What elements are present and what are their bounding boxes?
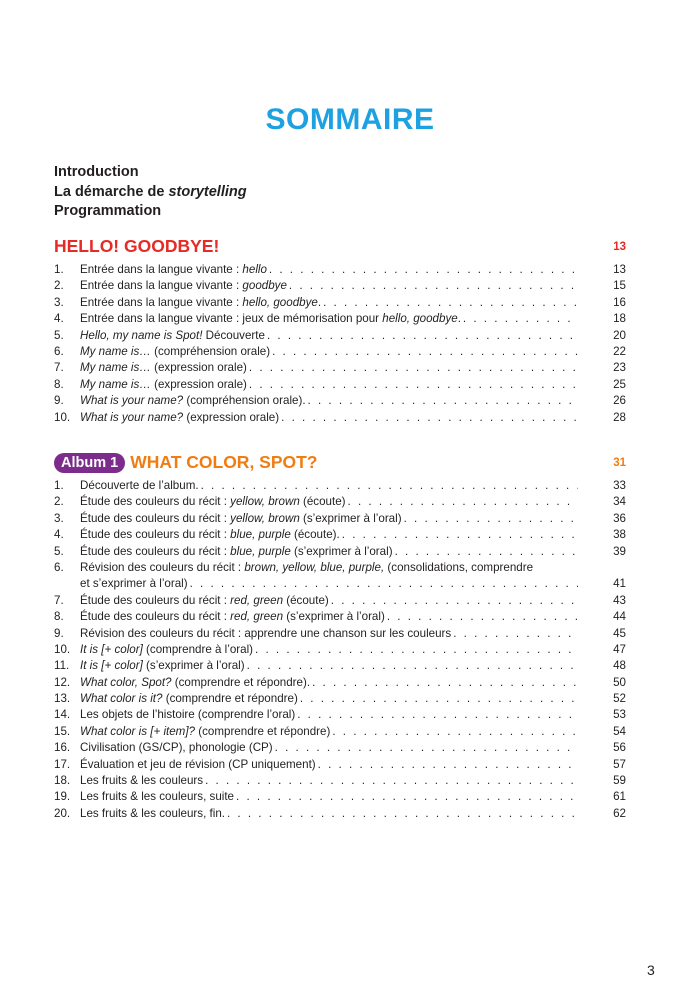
entry-page: 34 xyxy=(613,495,626,509)
leader-dots xyxy=(272,344,578,360)
toc-entry xyxy=(54,311,626,327)
leader-dots xyxy=(318,757,578,773)
entry-number: 1. xyxy=(54,479,64,492)
toc-entry xyxy=(54,593,626,609)
toc-entry xyxy=(54,393,626,409)
toc-entry xyxy=(54,707,626,723)
toc-entry xyxy=(54,328,626,344)
leader-dots xyxy=(332,724,578,740)
entry-number: 3. xyxy=(54,295,64,309)
leader-dots xyxy=(236,789,578,805)
entry-title: My name is… (expression orale) xyxy=(80,377,247,391)
toc-list-album-1 xyxy=(54,478,626,822)
entry-page: 62 xyxy=(613,806,626,820)
entry-title: Étude des couleurs du récit : yellow, brown (écoute) xyxy=(80,495,346,509)
entry-number: 2. xyxy=(54,279,64,293)
entry-page: 23 xyxy=(613,361,626,375)
section-title: Album 1 WHAT COLOR, SPOT? xyxy=(54,452,318,473)
entry-page: 36 xyxy=(613,511,626,525)
intro-block xyxy=(54,163,247,222)
leader-dots xyxy=(308,393,578,409)
page-title: SOMMAIRE xyxy=(265,103,435,136)
section-page: 31 xyxy=(613,457,626,469)
entry-number: 1. xyxy=(54,263,64,276)
entry-number: 7. xyxy=(54,593,64,607)
leader-dots xyxy=(249,377,578,393)
toc-entry xyxy=(54,262,626,278)
entry-title: What color is [+ item]? (comprendre et répondre) xyxy=(80,724,331,738)
entry-number: 15. xyxy=(54,724,71,738)
leader-dots xyxy=(348,494,578,510)
entry-title: It is [+ color] (comprendre à l’oral) xyxy=(80,642,254,656)
leader-dots xyxy=(463,311,578,327)
entry-title: Étude des couleurs du récit : red, green (écoute) xyxy=(80,593,329,607)
toc-entry xyxy=(54,626,626,642)
entry-page: 18 xyxy=(613,312,626,326)
entry-page: 57 xyxy=(613,757,626,771)
entry-page: 15 xyxy=(613,279,626,293)
toc-entry xyxy=(54,511,626,527)
leader-dots xyxy=(342,527,578,543)
entry-number: 4. xyxy=(54,312,64,326)
entry-page: 13 xyxy=(613,262,626,276)
leader-dots xyxy=(190,576,578,592)
entry-title: Les fruits & les couleurs, fin. xyxy=(80,806,225,820)
entry-title: What color, Spot? (comprendre et répondre). xyxy=(80,675,311,689)
leader-dots xyxy=(323,295,578,311)
entry-page: 22 xyxy=(613,344,626,358)
entry-title: What is your name? (expression orale) xyxy=(80,410,280,424)
entry-number: 10. xyxy=(54,410,71,424)
toc-entry xyxy=(54,478,626,494)
entry-page: 54 xyxy=(613,724,626,738)
section-heading-album-1 xyxy=(54,452,626,476)
toc-list-hello-goodbye xyxy=(54,262,626,426)
toc-entry xyxy=(54,410,626,426)
entry-number: 12. xyxy=(54,675,71,689)
entry-title: Entrée dans la langue vivante : jeux de mémorisation pour hello, goodbye. xyxy=(80,312,461,326)
entry-title: What color is it? (comprendre et répondre) xyxy=(80,692,298,706)
intro-line: Introduction xyxy=(54,164,139,180)
entry-page: 50 xyxy=(613,675,626,689)
leader-dots xyxy=(205,773,578,789)
entry-title: My name is… (compréhension orale) xyxy=(80,344,271,358)
entry-title: Étude des couleurs du récit : blue, purple (s’exprimer à l’oral) xyxy=(80,544,393,558)
entry-title: Les fruits & les couleurs xyxy=(80,774,204,788)
entry-number: 19. xyxy=(54,790,71,804)
toc-entry xyxy=(54,609,626,625)
entry-number: 6. xyxy=(54,344,64,358)
toc-entry xyxy=(54,344,626,360)
entry-number: 7. xyxy=(54,361,64,375)
entry-page: 26 xyxy=(613,394,626,408)
entry-title: Révision des couleurs du récit : apprendre une chanson sur les couleurs xyxy=(80,626,452,640)
leader-dots xyxy=(300,691,578,707)
toc-entry xyxy=(54,544,626,560)
toc-entry xyxy=(54,642,626,658)
entry-title: Évaluation et jeu de révision (CP uniquement) xyxy=(80,757,316,771)
leader-dots xyxy=(269,262,578,278)
page-number: 3 xyxy=(647,962,655,978)
toc-entry xyxy=(54,360,626,376)
leader-dots xyxy=(247,658,578,674)
leader-dots xyxy=(331,593,578,609)
toc-entry xyxy=(54,724,626,740)
entry-number: 8. xyxy=(54,377,64,391)
entry-page: 45 xyxy=(613,626,626,640)
entry-title: Étude des couleurs du récit : red, green (s’exprimer à l’oral) xyxy=(80,610,385,624)
toc-entry xyxy=(54,691,626,707)
entry-number: 18. xyxy=(54,774,71,788)
toc-entry xyxy=(54,560,626,593)
entry-number: 4. xyxy=(54,528,64,542)
entry-number: 9. xyxy=(54,394,64,408)
toc-entry xyxy=(54,675,626,691)
entry-title: Étude des couleurs du récit : blue, purple (écoute). xyxy=(80,528,340,542)
leader-dots xyxy=(312,675,578,691)
leader-dots xyxy=(289,278,578,294)
entry-number: 14. xyxy=(54,708,71,722)
entry-title: Les fruits & les couleurs, suite xyxy=(80,790,235,804)
leader-dots xyxy=(297,707,578,723)
entry-number: 5. xyxy=(54,544,64,558)
toc-entry xyxy=(54,658,626,674)
toc-entry xyxy=(54,789,626,805)
entry-number: 20. xyxy=(54,806,71,820)
entry-title: Hello, my name is Spot! Découverte xyxy=(80,328,265,342)
entry-title: My name is… (expression orale) xyxy=(80,361,247,375)
leader-dots xyxy=(227,806,578,822)
entry-page: 61 xyxy=(613,790,626,804)
section-page: 13 xyxy=(613,241,626,253)
entry-number: 10. xyxy=(54,642,71,656)
entry-page: 53 xyxy=(613,708,626,722)
leader-dots xyxy=(395,544,578,560)
toc-entry xyxy=(54,278,626,294)
entry-number: 17. xyxy=(54,757,71,771)
toc-entry xyxy=(54,773,626,789)
entry-title: Découverte de l’album. xyxy=(80,478,199,492)
entry-number: 3. xyxy=(54,511,64,525)
entry-number: 9. xyxy=(54,626,64,640)
entry-title: Révision des couleurs du récit : brown, yellow, blue, purple, (consolidations, comprendre et s’exprimer à l’oral) . . . xyxy=(80,560,582,593)
leader-dots xyxy=(275,740,578,756)
entry-page: 25 xyxy=(613,377,626,391)
section-heading-hello-goodbye xyxy=(54,236,626,260)
leader-dots xyxy=(404,511,578,527)
entry-number: 5. xyxy=(54,328,64,342)
entry-number: 2. xyxy=(54,495,64,509)
entry-title: Civilisation (GS/CP), phonologie (CP) xyxy=(80,741,273,755)
entry-page: 20 xyxy=(613,328,626,342)
entry-page: 33 xyxy=(613,478,626,492)
toc-entry xyxy=(54,757,626,773)
entry-number: 16. xyxy=(54,741,71,755)
entry-title: Entrée dans la langue vivante : hello, goodbye. xyxy=(80,295,322,309)
entry-number: 13. xyxy=(54,692,71,706)
entry-page: 47 xyxy=(613,642,626,656)
entry-page: 56 xyxy=(613,741,626,755)
intro-line: La démarche de storytelling xyxy=(54,183,247,200)
entry-title: Les objets de l’histoire (comprendre l’oral) xyxy=(80,708,296,722)
toc-entry xyxy=(54,527,626,543)
entry-page: 43 xyxy=(613,593,626,607)
leader-dots xyxy=(249,360,578,376)
leader-dots xyxy=(453,626,578,642)
toc-entry xyxy=(54,377,626,393)
entry-page: 48 xyxy=(613,659,626,673)
section-title: HELLO! GOODBYE! xyxy=(54,236,220,256)
toc-entry xyxy=(54,806,626,822)
toc-entry xyxy=(54,295,626,311)
intro-line: Programmation xyxy=(54,203,162,219)
entry-number: 11. xyxy=(54,659,70,673)
toc-entry xyxy=(54,740,626,756)
entry-page: 16 xyxy=(613,295,626,309)
toc-entry xyxy=(54,494,626,510)
entry-page: 28 xyxy=(613,410,626,424)
entry-number: 8. xyxy=(54,610,64,624)
entry-page: 39 xyxy=(613,544,626,558)
entry-page: 44 xyxy=(613,610,626,624)
entry-title: Étude des couleurs du récit : yellow, brown (s’exprimer à l’oral) xyxy=(80,511,402,525)
leader-dots xyxy=(267,328,578,344)
album-badge: Album 1 xyxy=(54,453,125,473)
entry-page: 52 xyxy=(613,692,626,706)
entry-page: 41 xyxy=(613,577,626,591)
entry-number: 6. xyxy=(54,560,64,574)
leader-dots xyxy=(255,642,578,658)
entry-page: 59 xyxy=(613,774,626,788)
leader-dots xyxy=(201,478,578,494)
entry-title: What is your name? (compréhension orale). xyxy=(80,394,306,408)
entry-title: It is [+ color] (s’exprimer à l’oral) xyxy=(80,659,245,673)
leader-dots xyxy=(387,609,578,625)
entry-page: 38 xyxy=(613,528,626,542)
leader-dots xyxy=(281,410,578,426)
entry-title: Entrée dans la langue vivante : goodbye xyxy=(80,279,287,293)
entry-title: Entrée dans la langue vivante : hello xyxy=(80,262,267,276)
